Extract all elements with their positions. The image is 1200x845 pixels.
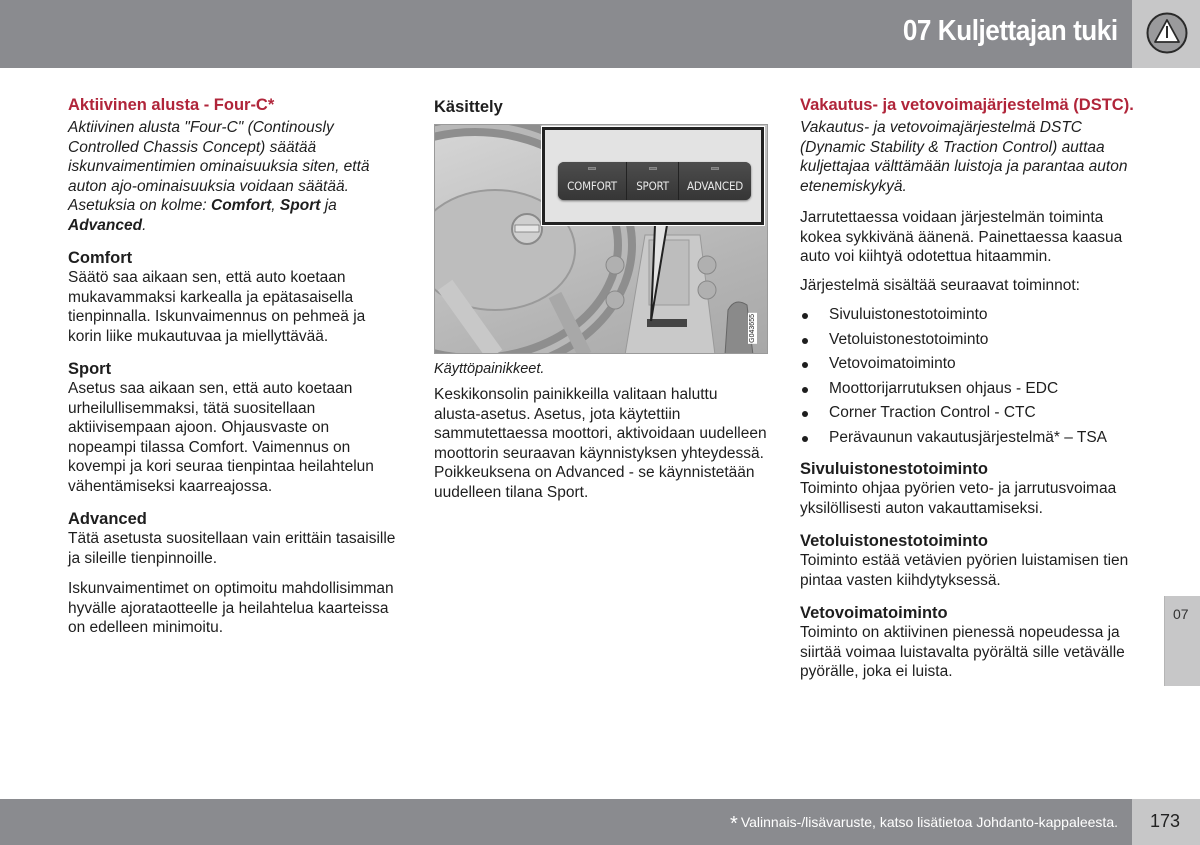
subheading-advanced: Advanced: [68, 510, 147, 528]
subheading-sivuluisto: Sivuluistonestotoiminto: [800, 460, 988, 478]
intro-text: Aktiivinen alusta "Four-C" (Continously Controlled Chassis Concept) säätää iskunvaimentimien ominaisuuksia siten, että auton ajo-ominaisuuksia voidaan säätää. Asetuksia on kolme:: [68, 119, 370, 214]
indicator-led-icon: [711, 167, 719, 170]
subheading-sport: Sport: [68, 360, 112, 378]
asterisk: *: [730, 813, 738, 835]
indicator-led-icon: [649, 167, 657, 170]
page-number: 173: [1150, 811, 1181, 831]
section-heading-handling: Käsittely: [434, 98, 503, 116]
button-label: COMFORT: [567, 179, 617, 193]
column-dstc: [800, 96, 1135, 682]
sport-mode-button: [626, 162, 678, 200]
function-list: [800, 303, 1135, 450]
button-label: SPORT: [636, 179, 669, 193]
section-heading-dstc: Vakautus- ja vetovoimajärjestelmä (DSTC).: [800, 96, 1134, 114]
intro-sep: ,: [271, 197, 280, 214]
intro-comfort: Comfort: [211, 197, 272, 214]
dashboard-illustration: [434, 124, 768, 354]
section-heading-four-c: Aktiivinen alusta - Four-C*: [68, 96, 275, 114]
dstc-para-2: Järjestelmä sisältää seuraavat toiminnot:: [800, 276, 1080, 294]
intro-end: .: [142, 216, 147, 234]
button-label: ADVANCED: [686, 179, 744, 193]
intro-paragraph: [68, 118, 398, 235]
list-item: Vetoluistonestotoiminto: [800, 328, 1135, 353]
intro-sport: Sport: [279, 197, 321, 214]
vetoluisto-text: Toiminto estää vetävien pyörien luistamisen tien pintaa vasten kiihdytyksessä.: [800, 552, 1129, 589]
dstc-intro: Vakautus- ja vetovoimajärjestelmä DSTC (Dynamic Stability & Traction Control) auttaa kuljettajaa välttämään luistoja ja parantaa auton etenemiskykyä.: [800, 119, 1128, 195]
subheading-comfort: Comfort: [68, 249, 133, 267]
vetovoima-text: Toiminto on aktiivinen pienessä nopeudessa ja siirtää voimaa luistavalta pyörältä sille vetävälle pyörälle, joka ei luista.: [800, 624, 1125, 680]
advanced-text: Tätä asetusta suositellaan vain erittäin tasaisille ja sileille tienpinnoille.: [68, 530, 396, 567]
handling-text: Keskikonsolin painikkeilla valitaan haluttu alusta-asetus. Asetus, jota käytettiin sammutettaessa moottori, aktivoidaan uudelleen moottorin seuraavan käynnistyksen yhteydessä. Poikkeuksena on Advanced - se käynnistetään uudelleen tilana Sport.: [434, 386, 767, 501]
chapter-side-tab[interactable]: [1164, 596, 1200, 686]
footnote: [730, 813, 1118, 836]
advanced-text-2: Iskunvaimentimet on optimoitu mahdollisimman hyvälle ajorataotteelle ja heilahtelua kaarteissa on edelleen minimoitu.: [68, 580, 394, 636]
list-item: Perävaunun vakautusjärjestelmä* – TSA: [800, 426, 1135, 451]
advanced-mode-button: [678, 162, 751, 200]
subheading-vetovoima: Vetovoimatoiminto: [800, 604, 948, 622]
chapter-tab-label: 07: [1173, 606, 1189, 622]
column-four-c: [68, 96, 398, 638]
list-item: Moottorijarrutuksen ohjaus - EDC: [800, 377, 1135, 402]
buttons-callout: [542, 127, 764, 225]
intro-sep: ja: [320, 197, 337, 214]
warning-triangle-icon: [1145, 11, 1189, 55]
subheading-vetoluisto: Vetoluistonestotoiminto: [800, 532, 988, 550]
figure-code: G043655: [749, 314, 756, 343]
dstc-para-1: Jarrutettaessa voidaan järjestelmän toiminta kokea sykkivänä äänenä. Painettaessa kaasua auto voi kiihtyä odotettua hitaammin.: [800, 209, 1123, 265]
column-handling: [434, 96, 768, 502]
chapter-title: 07 Kuljettajan tuki: [903, 15, 1118, 47]
sport-text: Asetus saa aikaan sen, että auto koetaan urheilullisemmaksi, tätä suositellaan aktiivisempaan ajoon. Ohjausvaste on nopeampi tilassa Comfort. Vaimennus on kovempi ja kori seuraa tienpintaa heilahtelun vähentämiseksi kaarreajossa.: [68, 380, 374, 495]
indicator-led-icon: [588, 167, 596, 170]
list-item: Sivuluistonestotoiminto: [800, 303, 1135, 328]
sivuluisto-text: Toiminto ohjaa pyörien veto- ja jarrutusvoimaa yksilöllisesti auton vakauttamiseksi.: [800, 480, 1117, 517]
figure-caption: Käyttöpainikkeet.: [434, 361, 545, 377]
comfort-text: Säätö saa aikaan sen, että auto koetaan mukavammaksi karkealla ja epätasaisella tienpinnalla. Iskunvaimennus on pehmeä ja korin liike mukautuvaa ja miellyttävää.: [68, 269, 366, 345]
footnote-text: Valinnais-/lisävaruste, katso lisätietoa Johdanto-kappaleesta.: [740, 814, 1118, 830]
list-item: Corner Traction Control - CTC: [800, 401, 1135, 426]
intro-advanced: Advanced: [68, 216, 143, 234]
comfort-mode-button: [558, 162, 626, 200]
chassis-mode-buttons: [558, 162, 751, 200]
list-item: Vetovoimatoiminto: [800, 352, 1135, 377]
